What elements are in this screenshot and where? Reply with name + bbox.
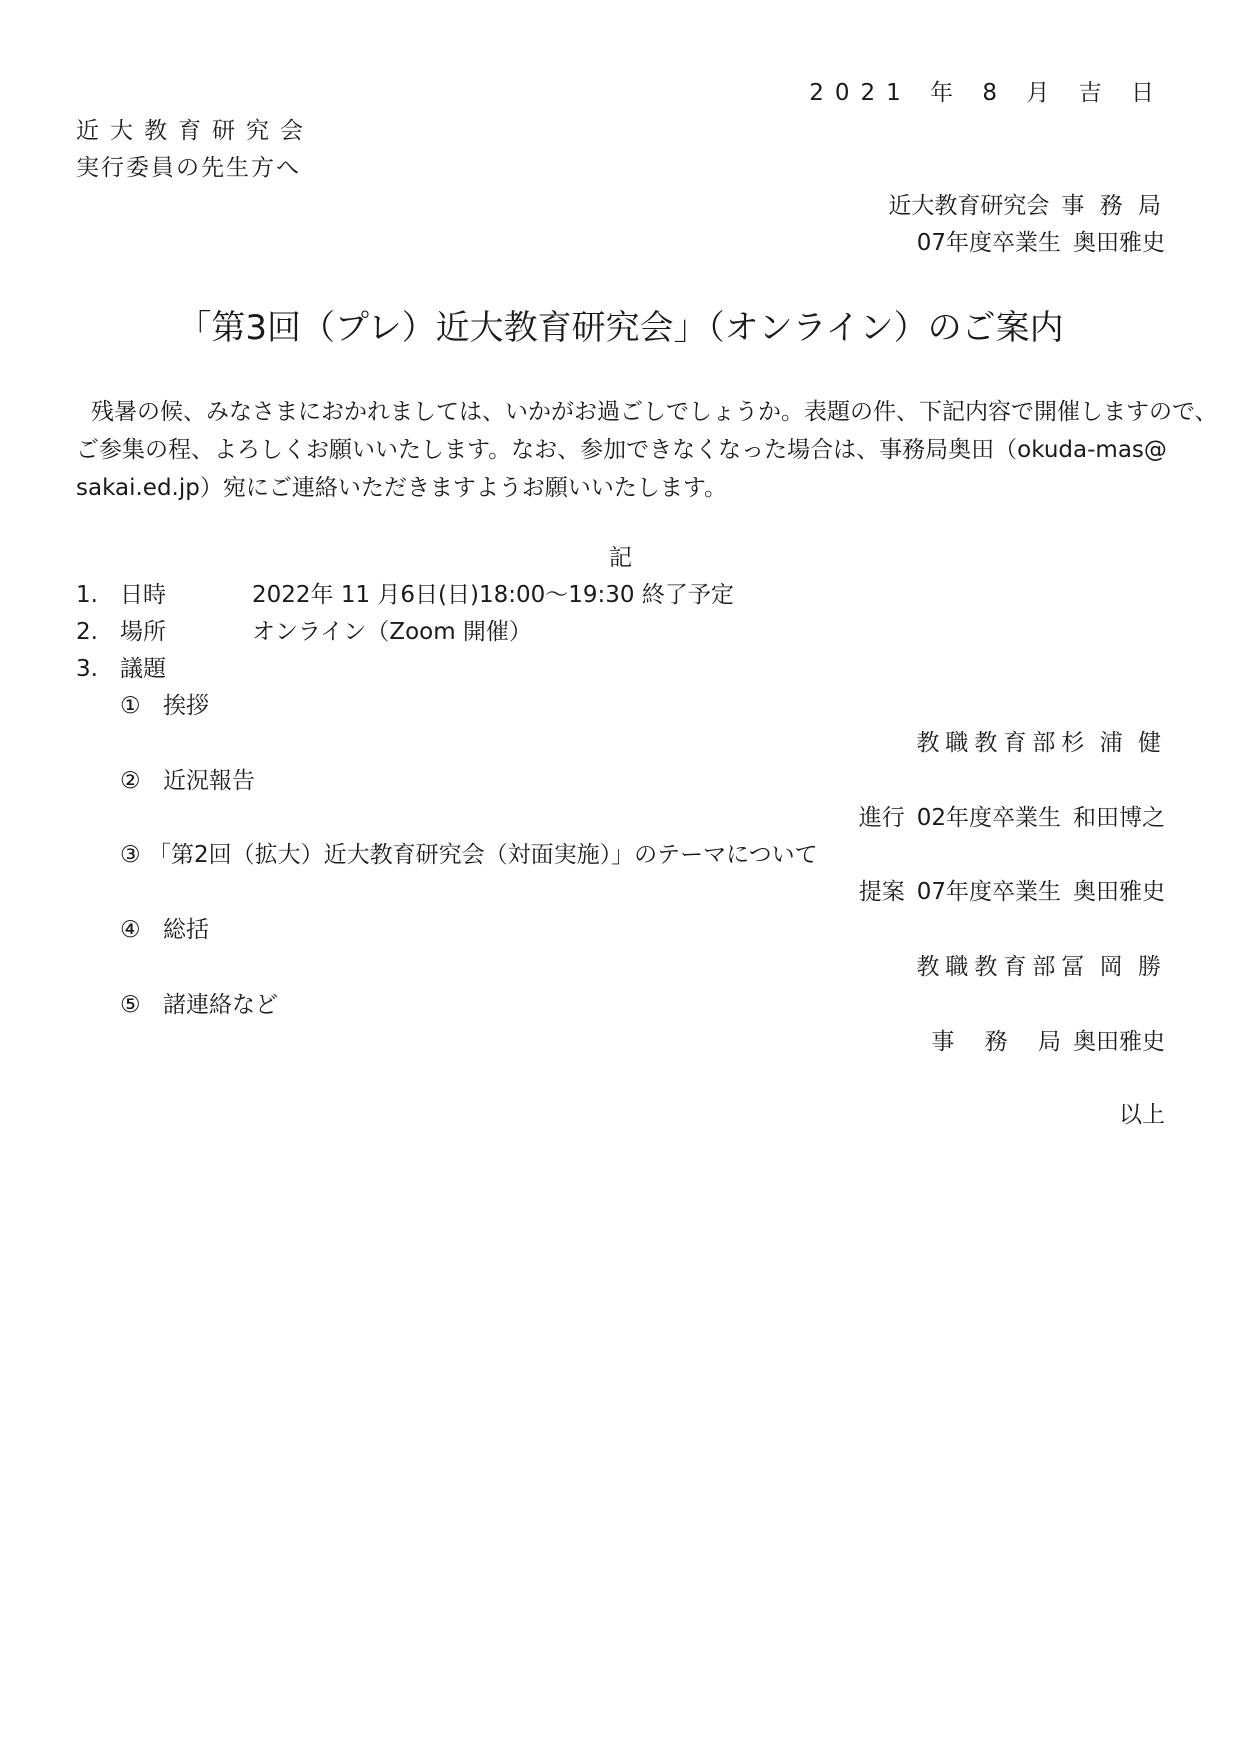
agenda-speaker bbox=[859, 803, 1165, 833]
item-number: 1. bbox=[76, 582, 98, 608]
item-label: 場所 bbox=[120, 619, 166, 645]
agenda-mark: ① bbox=[120, 693, 141, 719]
sender-name: 奥田雅史 bbox=[1073, 230, 1165, 256]
speaker-role: 進行 bbox=[858, 805, 905, 831]
speaker-affiliation: 事 務 局 bbox=[931, 1029, 1061, 1055]
agenda-text: 挨拶 bbox=[163, 693, 209, 719]
item-number: 3. bbox=[76, 656, 98, 682]
sender-org-name: 近大教育研究会 bbox=[888, 193, 1050, 219]
agenda-text: 「第2回（拡大）近大教育研究会（対面実施）」のテーマについて bbox=[148, 842, 818, 868]
item-value: 2022年 11 月6日(日)18:00～19:30 終了予定 bbox=[252, 582, 734, 608]
speaker-affiliation: 02年度卒業生 bbox=[916, 805, 1061, 831]
speaker-affiliation: 教職教育部 bbox=[916, 954, 1062, 980]
document-title: 「第3回（プレ）近大教育研究会」（オンライン）のご案内 bbox=[177, 308, 1064, 348]
agenda-mark: ③ bbox=[120, 842, 141, 868]
sender-dept: 事 務 局 bbox=[1061, 193, 1165, 219]
closing-text: 以上 bbox=[1119, 1102, 1165, 1128]
sender-person bbox=[917, 228, 1165, 258]
recipient-line-2: 実行委員の先生方へ bbox=[76, 155, 301, 181]
speaker-name: 杉 浦 健 bbox=[1061, 730, 1165, 756]
item-label: 議題 bbox=[120, 656, 166, 682]
sender-year: 07年度卒業生 bbox=[916, 230, 1061, 256]
agenda-speaker bbox=[859, 877, 1165, 907]
ki-heading: 記 bbox=[609, 545, 632, 571]
agenda-speaker bbox=[931, 1027, 1165, 1057]
intro-paragraph bbox=[76, 393, 1218, 507]
agenda-text: 近況報告 bbox=[163, 768, 255, 794]
speaker-role: 提案 bbox=[858, 879, 905, 905]
intro-line-2: ご参集の程、よろしくお願いいたします。なお、参加できなくなった場合は、事務局奥田（okuda-mas@ bbox=[76, 437, 1167, 463]
item-value: オンライン（Zoom 開催） bbox=[252, 619, 532, 645]
speaker-affiliation: 教職教育部 bbox=[916, 730, 1062, 756]
agenda-mark: ② bbox=[120, 768, 141, 794]
speaker-name: 奥田雅史 bbox=[1073, 879, 1165, 905]
item-label: 日時 bbox=[120, 582, 166, 608]
speaker-name: 和田博之 bbox=[1073, 805, 1165, 831]
agenda-mark: ⑤ bbox=[120, 992, 141, 1018]
sender-organization bbox=[888, 191, 1165, 221]
recipient-line-1: 近大教育研究会 bbox=[76, 118, 314, 144]
agenda-speaker bbox=[916, 728, 1165, 758]
speaker-name: 奥田雅史 bbox=[1073, 1029, 1165, 1055]
speaker-affiliation: 07年度卒業生 bbox=[916, 879, 1061, 905]
intro-line-1: 残暑の候、みなさまにおかれましては、いかがお過ごしでしょうか。表題の件、下記内容で開催しますので、 bbox=[91, 399, 1218, 425]
item-number: 2. bbox=[76, 619, 98, 645]
agenda-text: 諸連絡など bbox=[163, 992, 278, 1018]
intro-line-3: sakai.ed.jp）宛にご連絡いただきますようお願いいたします。 bbox=[76, 475, 727, 501]
agenda-speaker bbox=[916, 952, 1165, 982]
document-date: 2021 年 8 月 吉 日 bbox=[809, 80, 1165, 106]
agenda-mark: ④ bbox=[120, 917, 141, 943]
agenda-text: 総括 bbox=[163, 917, 209, 943]
speaker-name: 冨 岡 勝 bbox=[1061, 954, 1165, 980]
